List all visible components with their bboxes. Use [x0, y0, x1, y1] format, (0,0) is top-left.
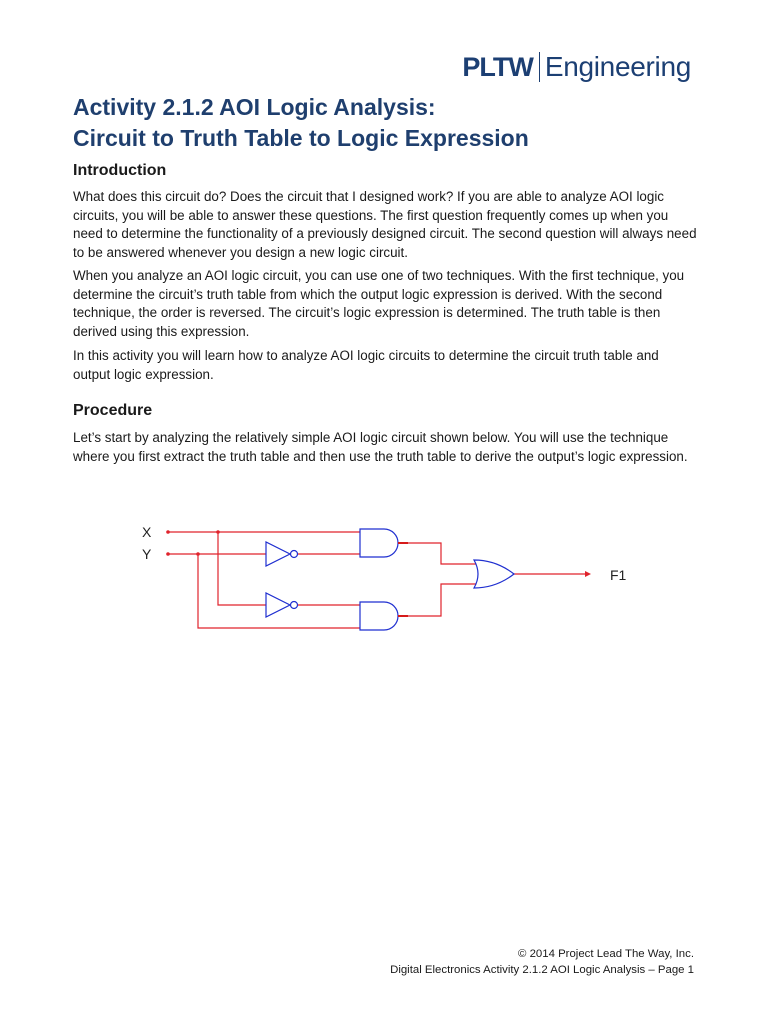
and-gate-2	[360, 602, 398, 630]
gate-output-markers	[398, 542, 408, 617]
circuit-wires	[168, 532, 585, 628]
junction-y-input	[166, 552, 170, 556]
aoi-logic-circuit-diagram	[130, 515, 650, 645]
intro-paragraph-2: When you analyze an AOI logic circuit, you can use one of two techniques. With the first technique, you determine the circuit’s truth table from which the output logic expression is derived. With the second technique, the order is reversed. The circuit’s logic expression is determined. The truth table is then derived using this expression.	[73, 268, 685, 339]
logo-divider	[539, 52, 540, 82]
not-gate-1	[266, 542, 298, 566]
title-line-1: Activity 2.1.2 AOI Logic Analysis:	[73, 94, 436, 120]
or-gate	[474, 560, 514, 588]
logic-gates	[266, 529, 514, 630]
input-y-label: Y	[142, 546, 152, 562]
junction-x-input	[166, 530, 170, 534]
page-footer	[390, 946, 694, 978]
intro-paragraph-1: What does this circuit do? Does the circuit that I designed work? If you are able to analyze AOI logic circuits, you will be able to answer these questions. The first question frequently comes up when you need to determine the functionality of a previously designed circuit. The second question will always need to be answered whenever you design a new logic circuit.	[73, 189, 697, 260]
introduction-heading: Introduction	[73, 162, 167, 179]
procedure-heading: Procedure	[73, 402, 153, 419]
intro-paragraph-3: In this activity you will learn how to analyze AOI logic circuits to determine the circuit truth table and output logic expression.	[73, 348, 659, 382]
wire-and2-to-or	[400, 584, 476, 616]
wire-and1-to-or	[400, 543, 476, 564]
output-arrow	[585, 571, 591, 577]
footer-page-info: Digital Electronics Activity 2.1.2 AOI Logic Analysis – Page 1	[390, 964, 694, 976]
input-x-label: X	[142, 524, 152, 540]
and-gate-1	[360, 529, 398, 557]
junction-y-split	[196, 552, 200, 556]
page-title	[73, 92, 713, 154]
output-f1-label: F1	[610, 567, 627, 583]
and1-output-marker	[398, 542, 408, 544]
and2-output-marker	[398, 615, 408, 617]
pltw-engineering-logo	[462, 49, 691, 85]
wire-y-to-and2	[198, 554, 360, 628]
footer-copyright: © 2014 Project Lead The Way, Inc.	[518, 948, 694, 960]
logo-text: Engineering	[544, 51, 691, 82]
title-line-2: Circuit to Truth Table to Logic Expression	[73, 125, 529, 151]
junction-x-split	[216, 530, 220, 534]
logo-mark: PLTW	[462, 51, 533, 82]
not-gate-2	[266, 593, 298, 617]
wire-x-to-not2	[218, 532, 266, 605]
procedure-paragraph-1: Let’s start by analyzing the relatively simple AOI logic circuit shown below. You will use the technique where you first extract the truth table and then use the truth table to derive the output’s logic expression.	[73, 430, 688, 464]
